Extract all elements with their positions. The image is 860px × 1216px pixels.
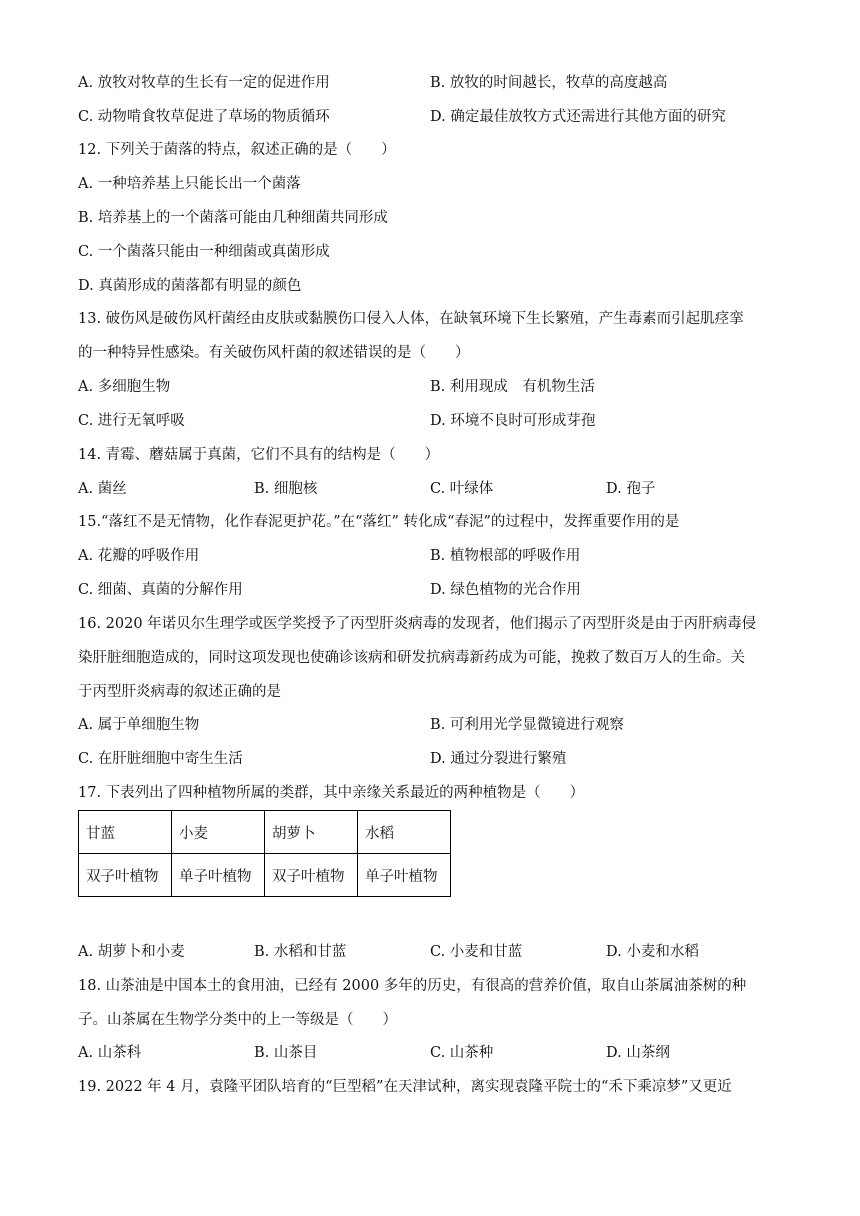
q18-stem-line-2: 子。山茶属在生物学分类中的上一等级是（ ） — [78, 1012, 397, 1028]
q15-option-a: A. 花瓣的呼吸作用 — [78, 548, 200, 564]
table-cell-plant: 甘蓝 — [79, 811, 172, 854]
q14-stem: 14. 青霉、蘑菇属于真菌，它们不具有的结构是（ ） — [78, 447, 440, 463]
table-cell-plant: 胡萝卜 — [265, 811, 358, 854]
q17-option-a: A. 胡萝卜和小麦 — [78, 944, 185, 960]
q11-option-d: D. 确定最佳放牧方式还需进行其他方面的研究 — [430, 109, 726, 125]
q18-stem-line-1: 18. 山茶油是中国本土的食用油，已经有 2000 多年的历史，有很高的营养价值，取自山茶属油茶树的种 — [78, 978, 747, 994]
q15-option-c: C. 细菌、真菌的分解作用 — [78, 582, 243, 598]
q17-option-b: B. 水稻和甘蓝 — [254, 944, 347, 960]
table-row — [79, 854, 451, 897]
table-row — [79, 811, 451, 854]
q13-stem-line-1: 13. 破伤风是破伤风杆菌经由皮肤或黏膜伤口侵入人体，在缺氧环境下生长繁殖，产生毒素而引起肌痉挛 — [78, 311, 744, 327]
q14-option-b: B. 细胞核 — [254, 481, 318, 497]
q16-stem-line-3: 于丙型肝炎病毒的叙述正确的是 — [78, 684, 281, 700]
q16-option-d: D. 通过分裂进行繁殖 — [430, 751, 567, 767]
q17-stem: 17. 下表列出了四种植物所属的类群，其中亲缘关系最近的两种植物是（ ） — [78, 785, 585, 801]
table-cell-group: 双子叶植物 — [265, 854, 358, 897]
q16-option-c: C. 在肝脏细胞中寄生生活 — [78, 751, 243, 767]
q18-option-d: D. 山茶纲 — [606, 1045, 670, 1061]
q12-stem: 12. 下列关于菌落的特点，叙述正确的是（ ） — [78, 142, 396, 158]
q15-option-b: B. 植物根部的呼吸作用 — [430, 548, 581, 564]
q16-option-a: A. 属于单细胞生物 — [78, 717, 200, 733]
q16-stem-line-2: 染肝脏细胞造成的，同时这项发现也使确诊该病和研发抗病毒新药成为可能，挽救了数百万人的生命。关 — [78, 650, 745, 666]
q13-option-b: B. 利用现成 有机物生活 — [430, 379, 595, 395]
table-cell-plant: 水稻 — [358, 811, 451, 854]
table-cell-plant: 小麦 — [172, 811, 265, 854]
q14-option-c: C. 叶绿体 — [430, 481, 494, 497]
q18-option-b: B. 山茶目 — [254, 1045, 318, 1061]
table-cell-group: 单子叶植物 — [358, 854, 451, 897]
q12-option-a: A. 一种培养基上只能长出一个菌落 — [78, 176, 301, 192]
q16-stem-line-1: 16. 2020 年诺贝尔生理学或医学奖授予了丙型肝炎病毒的发现者，他们揭示了丙型肝炎是由于丙肝病毒侵 — [78, 616, 757, 632]
q12-option-d: D. 真菌形成的菌落都有明显的颜色 — [78, 278, 302, 294]
q14-option-d: D. 孢子 — [606, 481, 656, 497]
table-cell-group: 单子叶植物 — [172, 854, 265, 897]
q15-option-d: D. 绿色植物的光合作用 — [430, 582, 581, 598]
q18-option-c: C. 山茶种 — [430, 1045, 494, 1061]
q13-option-a: A. 多细胞生物 — [78, 379, 171, 395]
q16-option-b: B. 可利用光学显微镜进行观察 — [430, 717, 624, 733]
q15-stem: 15.“落红不是无情物，化作春泥更护花。”在“落红” 转化成“春泥”的过程中，发挥重要作用的是 — [78, 514, 680, 530]
q12-option-b: B. 培养基上的一个菌落可能由几种细菌共同形成 — [78, 210, 388, 226]
q17-option-c: C. 小麦和甘蓝 — [430, 944, 523, 960]
q13-stem-line-2: 的一种特异性感染。有关破伤风杆菌的叙述错误的是（ ） — [78, 345, 470, 361]
plant-classification-table — [78, 810, 451, 897]
q11-option-a: A. 放牧对牧草的生长有一定的促进作用 — [78, 75, 330, 91]
q13-option-d: D. 环境不良时可形成芽孢 — [430, 413, 596, 429]
q11-option-b: B. 放牧的时间越长，牧草的高度越高 — [430, 75, 668, 91]
q12-option-c: C. 一个菌落只能由一种细菌或真菌形成 — [78, 244, 330, 260]
q14-option-a: A. 菌丝 — [78, 481, 127, 497]
table-cell-group: 双子叶植物 — [79, 854, 172, 897]
q17-option-d: D. 小麦和水稻 — [606, 944, 699, 960]
q19-stem-line-1: 19. 2022 年 4 月，袁隆平团队培育的“巨型稻”在天津试种，离实现袁隆平院士的“禾下乘凉梦”又更近 — [78, 1079, 732, 1095]
q13-option-c: C. 进行无氧呼吸 — [78, 413, 185, 429]
q11-option-c: C. 动物啃食牧草促进了草场的物质循环 — [78, 109, 330, 125]
q18-option-a: A. 山茶科 — [78, 1045, 142, 1061]
